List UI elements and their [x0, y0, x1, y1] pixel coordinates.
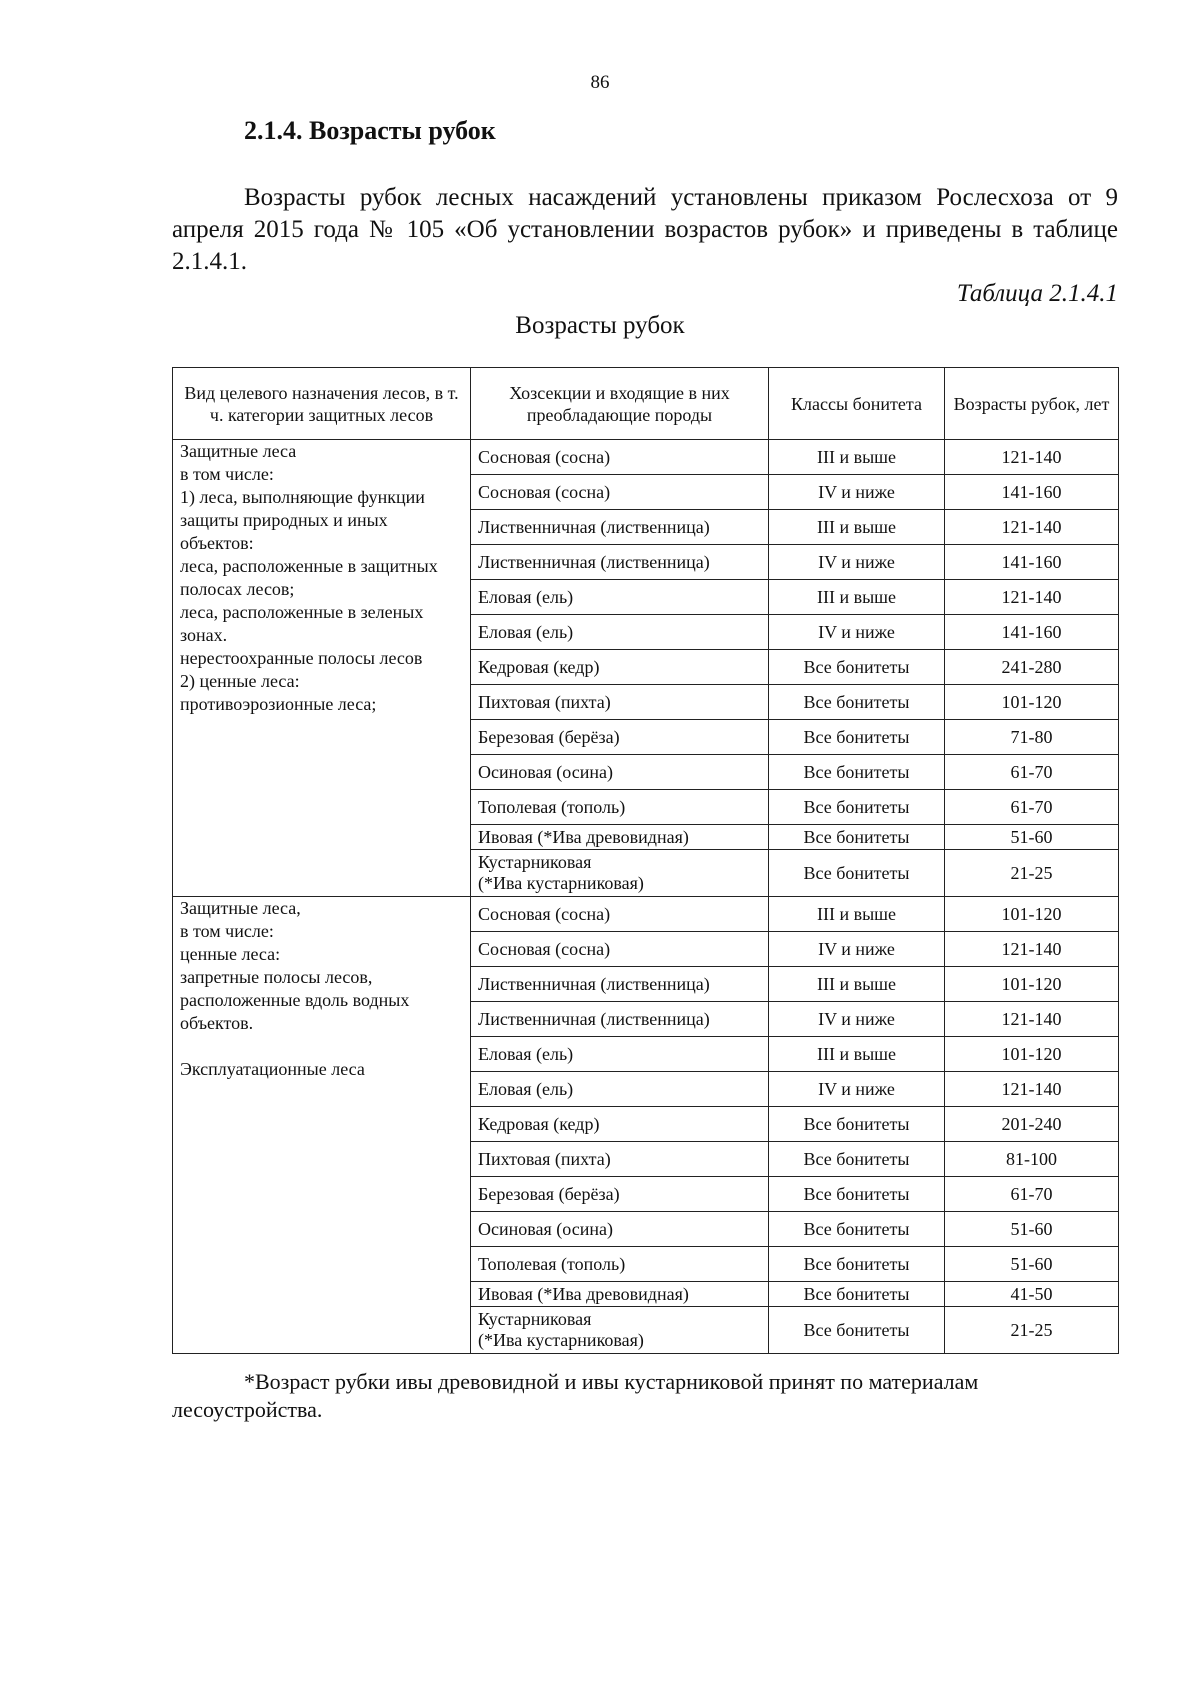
- species-name: Еловая (ель): [478, 621, 574, 642]
- cutting-age-cell: 101-120: [945, 685, 1119, 720]
- species-name: Пихтовая (пихта): [478, 1148, 611, 1169]
- table-row: [173, 897, 1119, 932]
- site-class-cell: Все бонитеты: [769, 1107, 945, 1142]
- site-class-cell: III и выше: [769, 580, 945, 615]
- cutting-age-cell: 61-70: [945, 1177, 1119, 1212]
- cutting-age-cell: 21-25: [945, 850, 1119, 897]
- species-cell: [471, 1247, 769, 1282]
- species-name: Березовая (берёза): [478, 1183, 620, 1204]
- species-name: Сосновая (сосна): [478, 903, 611, 924]
- site-class-cell: III и выше: [769, 440, 945, 475]
- cutting-age-cell: 51-60: [945, 1212, 1119, 1247]
- species-cell: [471, 850, 769, 897]
- table-row: [173, 440, 1119, 475]
- species-cell: [471, 510, 769, 545]
- cutting-age-cell: 241-280: [945, 650, 1119, 685]
- species-name: Осиновая (осина): [478, 1218, 613, 1239]
- site-class-cell: III и выше: [769, 510, 945, 545]
- species-name: Кустарниковая: [478, 852, 592, 872]
- site-class-cell: IV и ниже: [769, 932, 945, 967]
- site-class-cell: Все бонитеты: [769, 1247, 945, 1282]
- section-heading: 2.1.4. Возрасты рубок: [244, 116, 496, 145]
- cutting-age-cell: 51-60: [945, 825, 1119, 850]
- intro-paragraph: Возрасты рубок лесных насаждений установлены приказом Рослесхоза от 9 апреля 2015 года № 105 «Об установлении возрастов рубок» и приведены в таблице 2.1.4.1.: [172, 184, 1118, 275]
- species-cell: [471, 1282, 769, 1307]
- cutting-age-cell: 41-50: [945, 1282, 1119, 1307]
- site-class-cell: Все бонитеты: [769, 755, 945, 790]
- site-class-cell: IV и ниже: [769, 1072, 945, 1107]
- site-class-cell: Все бонитеты: [769, 1177, 945, 1212]
- cutting-age-cell: 81-100: [945, 1142, 1119, 1177]
- cutting-age-cell: 51-60: [945, 1247, 1119, 1282]
- cutting-age-cell: 61-70: [945, 790, 1119, 825]
- species-cell: [471, 1177, 769, 1212]
- species-cell: [471, 825, 769, 850]
- site-class-cell: III и выше: [769, 967, 945, 1002]
- site-class-cell: Все бонитеты: [769, 790, 945, 825]
- species-cell: [471, 1142, 769, 1177]
- species-name: Лиственничная (лиственница): [478, 516, 710, 537]
- species-name: Еловая (ель): [478, 1043, 574, 1064]
- species-name: Лиственничная (лиственница): [478, 1008, 710, 1029]
- species-cell: [471, 1072, 769, 1107]
- species-cell: [471, 1212, 769, 1247]
- species-cell: [471, 755, 769, 790]
- header-species: Хозсекции и входящие в них преобладающие породы: [471, 368, 769, 440]
- site-class-cell: Все бонитеты: [769, 685, 945, 720]
- site-class-cell: Все бонитеты: [769, 1282, 945, 1307]
- header-site-class: Классы бонитета: [769, 368, 945, 440]
- site-class-cell: Все бонитеты: [769, 850, 945, 897]
- species-cell: [471, 897, 769, 932]
- cutting-age-cell: 101-120: [945, 1037, 1119, 1072]
- page-number: 86: [590, 72, 610, 93]
- species-name: (*Ива кустарниковая): [478, 1330, 644, 1350]
- species-name: Сосновая (сосна): [478, 481, 611, 502]
- table-title: Возрасты рубок: [515, 312, 685, 339]
- species-cell: [471, 1107, 769, 1142]
- cutting-ages-table: [172, 367, 1119, 1354]
- species-name: Осиновая (осина): [478, 761, 613, 782]
- species-cell: [471, 650, 769, 685]
- forest-category-cell: Защитные леса, в том числе: ценные леса: запретные полосы лесов, расположенные вдоль водных объектов. Эксплуатационные леса: [173, 897, 471, 1354]
- species-name: (*Ива кустарниковая): [478, 873, 644, 893]
- species-cell: [471, 932, 769, 967]
- site-class-cell: Все бонитеты: [769, 650, 945, 685]
- cutting-age-cell: 121-140: [945, 932, 1119, 967]
- species-name: Кедровая (кедр): [478, 656, 600, 677]
- cutting-age-cell: 121-140: [945, 510, 1119, 545]
- species-name: Сосновая (сосна): [478, 446, 611, 467]
- cutting-age-cell: 71-80: [945, 720, 1119, 755]
- cutting-age-cell: 141-160: [945, 615, 1119, 650]
- table-header-row: [173, 368, 1119, 440]
- cutting-age-cell: 201-240: [945, 1107, 1119, 1142]
- species-name: Пихтовая (пихта): [478, 691, 611, 712]
- species-name: Тополевая (тополь): [478, 796, 626, 817]
- species-cell: [471, 580, 769, 615]
- site-class-cell: IV и ниже: [769, 1002, 945, 1037]
- species-cell: [471, 475, 769, 510]
- header-cutting-age: Возрасты рубок, лет: [945, 368, 1119, 440]
- cutting-age-cell: 101-120: [945, 967, 1119, 1002]
- site-class-cell: Все бонитеты: [769, 720, 945, 755]
- species-cell: [471, 790, 769, 825]
- species-cell: [471, 1307, 769, 1354]
- species-name: Лиственничная (лиственница): [478, 973, 710, 994]
- species-cell: [471, 1002, 769, 1037]
- species-cell: [471, 720, 769, 755]
- species-cell: [471, 1037, 769, 1072]
- cutting-age-cell: 121-140: [945, 440, 1119, 475]
- site-class-cell: Все бонитеты: [769, 1307, 945, 1354]
- species-name: Лиственничная (лиственница): [478, 551, 710, 572]
- site-class-cell: IV и ниже: [769, 545, 945, 580]
- species-name: Еловая (ель): [478, 586, 574, 607]
- table-label: Таблица 2.1.4.1: [956, 280, 1118, 307]
- cutting-age-cell: 121-140: [945, 1002, 1119, 1037]
- cutting-age-cell: 141-160: [945, 475, 1119, 510]
- species-cell: [471, 545, 769, 580]
- species-cell: [471, 440, 769, 475]
- species-name: Березовая (берёза): [478, 726, 620, 747]
- table-footnote: *Возраст рубки ивы древовидной и ивы кустарниковой принят по материалам лесоустройства.: [172, 1369, 979, 1422]
- site-class-cell: III и выше: [769, 1037, 945, 1072]
- species-name: Тополевая (тополь): [478, 1253, 626, 1274]
- species-cell: [471, 615, 769, 650]
- cutting-age-cell: 21-25: [945, 1307, 1119, 1354]
- species-name: Ивовая (*Ива древовидная): [478, 826, 689, 847]
- species-cell: [471, 685, 769, 720]
- header-forest-purpose: Вид целевого назначения лесов, в т. ч. категории защитных лесов: [173, 368, 471, 440]
- forest-category-cell: Защитные леса в том числе: 1) леса, выполняющие функции защиты природных и иных объектов: леса, расположенные в защитных полосах лесов; леса, расположенные в зеленых зонах. нерестоохранные полосы лесов 2) ценные леса: противоэрозионные леса;: [173, 440, 471, 897]
- species-name: Ивовая (*Ива древовидная): [478, 1283, 689, 1304]
- species-name: Кустарниковая: [478, 1309, 592, 1329]
- site-class-cell: Все бонитеты: [769, 1142, 945, 1177]
- species-cell: [471, 967, 769, 1002]
- site-class-cell: III и выше: [769, 897, 945, 932]
- species-name: Кедровая (кедр): [478, 1113, 600, 1134]
- cutting-age-cell: 61-70: [945, 755, 1119, 790]
- cutting-age-cell: 101-120: [945, 897, 1119, 932]
- site-class-cell: IV и ниже: [769, 615, 945, 650]
- site-class-cell: IV и ниже: [769, 475, 945, 510]
- cutting-age-cell: 121-140: [945, 1072, 1119, 1107]
- cutting-age-cell: 141-160: [945, 545, 1119, 580]
- site-class-cell: Все бонитеты: [769, 825, 945, 850]
- species-name: Сосновая (сосна): [478, 938, 611, 959]
- table-body: [173, 440, 1119, 1354]
- cutting-age-cell: 121-140: [945, 580, 1119, 615]
- site-class-cell: Все бонитеты: [769, 1212, 945, 1247]
- species-name: Еловая (ель): [478, 1078, 574, 1099]
